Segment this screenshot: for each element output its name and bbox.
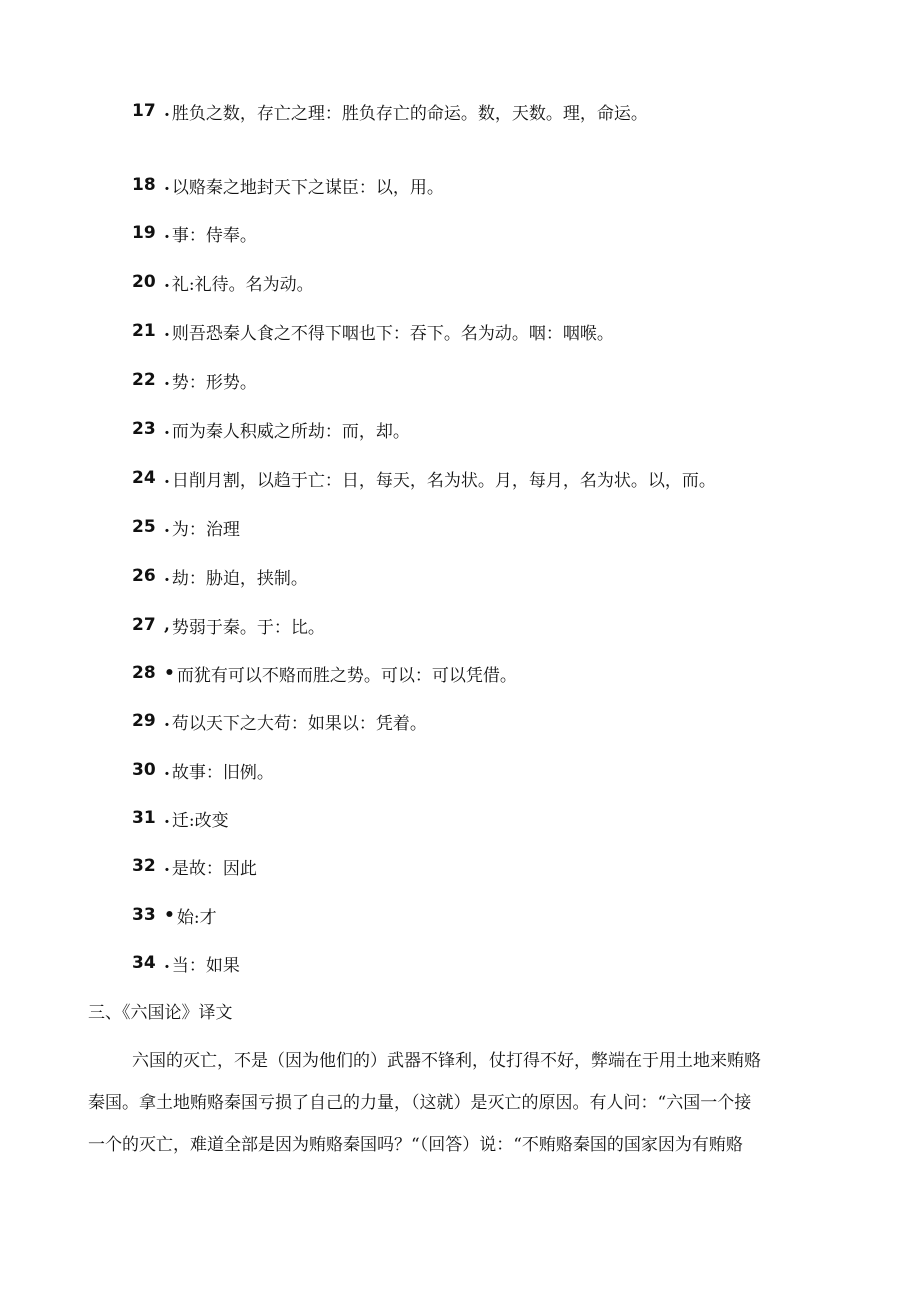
item-text: 劫：胁迫，挟制。 — [171, 568, 308, 589]
item-punctuation: . — [164, 517, 170, 537]
item-punctuation: . — [164, 175, 170, 195]
annotation-item — [132, 414, 410, 444]
item-punctuation: . — [164, 468, 170, 488]
item-text: 日削月割，以趋于亡：日，每天，名为状。月，每月，名为状。以，而。 — [171, 470, 716, 491]
item-text: 则吾恐秦人食之不得下咽也下：吞下。名为动。咽：咽喉。 — [171, 323, 614, 344]
translation-paragraph — [88, 1040, 832, 1166]
item-punctuation: . — [164, 101, 170, 121]
item-punctuation: . — [164, 272, 170, 292]
item-text: 势弱于秦。于：比。 — [171, 617, 325, 638]
paragraph-line: 六国的灭亡，不是（因为他们的）武器不锋利，仗打得不好，弊端在于用土地来贿赂 — [132, 1051, 761, 1071]
annotation-item — [132, 218, 257, 248]
item-punctuation: . — [164, 711, 170, 731]
annotation-item — [132, 365, 257, 395]
item-punctuation: . — [164, 808, 170, 828]
item-number: 33 — [132, 905, 156, 925]
item-number: 27 — [132, 615, 156, 635]
item-text: 而犹有可以不赂而胜之势。可以：可以凭借。 — [176, 665, 517, 686]
item-text: 迁:改变 — [171, 810, 229, 831]
annotation-item — [132, 170, 444, 200]
annotation-item — [132, 561, 308, 591]
item-number: 21 — [132, 321, 156, 341]
annotation-item — [132, 267, 314, 297]
item-number: 28 — [132, 663, 156, 683]
item-punctuation: . — [164, 321, 170, 341]
annotation-item — [132, 610, 325, 640]
annotation-item — [132, 512, 240, 542]
item-punctuation: . — [164, 370, 170, 390]
item-text: 而为秦人积威之所劫：而，却。 — [171, 421, 410, 442]
item-text: 为：治理 — [171, 519, 240, 540]
item-text: 苟以天下之大苟：如果以：凭着。 — [171, 713, 427, 734]
item-text: 故事：旧例。 — [171, 762, 274, 783]
item-number: 20 — [132, 272, 156, 292]
annotation-item — [132, 96, 648, 126]
item-number: 29 — [132, 711, 156, 731]
annotation-item — [132, 900, 217, 930]
item-number: 31 — [132, 808, 156, 828]
item-number: 17 — [132, 101, 156, 121]
section-title: 三、《六国论》译文 — [88, 1003, 233, 1023]
item-punctuation: • — [164, 663, 175, 683]
item-punctuation: . — [164, 760, 170, 780]
item-text: 胜负之数，存亡之理：胜负存亡的命运。数，天数。理，命运。 — [171, 103, 648, 124]
item-text: 当：如果 — [171, 955, 240, 976]
item-number: 25 — [132, 517, 156, 537]
item-text: 始:才 — [176, 907, 217, 928]
item-number: 19 — [132, 223, 156, 243]
item-number: 34 — [132, 953, 156, 973]
item-punctuation: • — [164, 905, 175, 925]
item-text: 是故：因此 — [171, 858, 257, 879]
annotation-item — [132, 706, 427, 736]
item-punctuation: . — [164, 953, 170, 973]
item-text: 以赂秦之地封天下之谋臣：以，用。 — [171, 177, 444, 198]
item-text: 礼:礼待。名为动。 — [171, 274, 314, 295]
item-punctuation: . — [164, 856, 170, 876]
item-punctuation: . — [164, 223, 170, 243]
item-number: 32 — [132, 856, 156, 876]
item-number: 30 — [132, 760, 156, 780]
annotation-item — [132, 948, 240, 978]
paragraph-line: 一个的灭亡，难道全部是因为贿赂秦国吗？“（回答）说：“不贿赂秦国的国家因为有贿赂 — [88, 1135, 743, 1155]
item-text: 事：侍奉。 — [171, 225, 257, 246]
item-punctuation: . — [164, 419, 170, 439]
annotation-item — [132, 463, 716, 493]
item-number: 23 — [132, 419, 156, 439]
item-number: 26 — [132, 566, 156, 586]
item-punctuation: . — [164, 566, 170, 586]
paragraph-line: 秦国。拿土地贿赂秦国亏损了自己的力量，（这就）是灭亡的原因。有人问：“六国一个接 — [88, 1093, 752, 1113]
annotation-item — [132, 851, 257, 881]
item-number: 18 — [132, 175, 156, 195]
item-punctuation: , — [164, 615, 170, 635]
annotation-item — [132, 803, 229, 833]
annotation-item — [132, 658, 517, 688]
annotation-item — [132, 755, 274, 785]
annotation-item — [132, 316, 614, 346]
item-text: 势：形势。 — [171, 372, 257, 393]
item-number: 24 — [132, 468, 156, 488]
item-number: 22 — [132, 370, 156, 390]
